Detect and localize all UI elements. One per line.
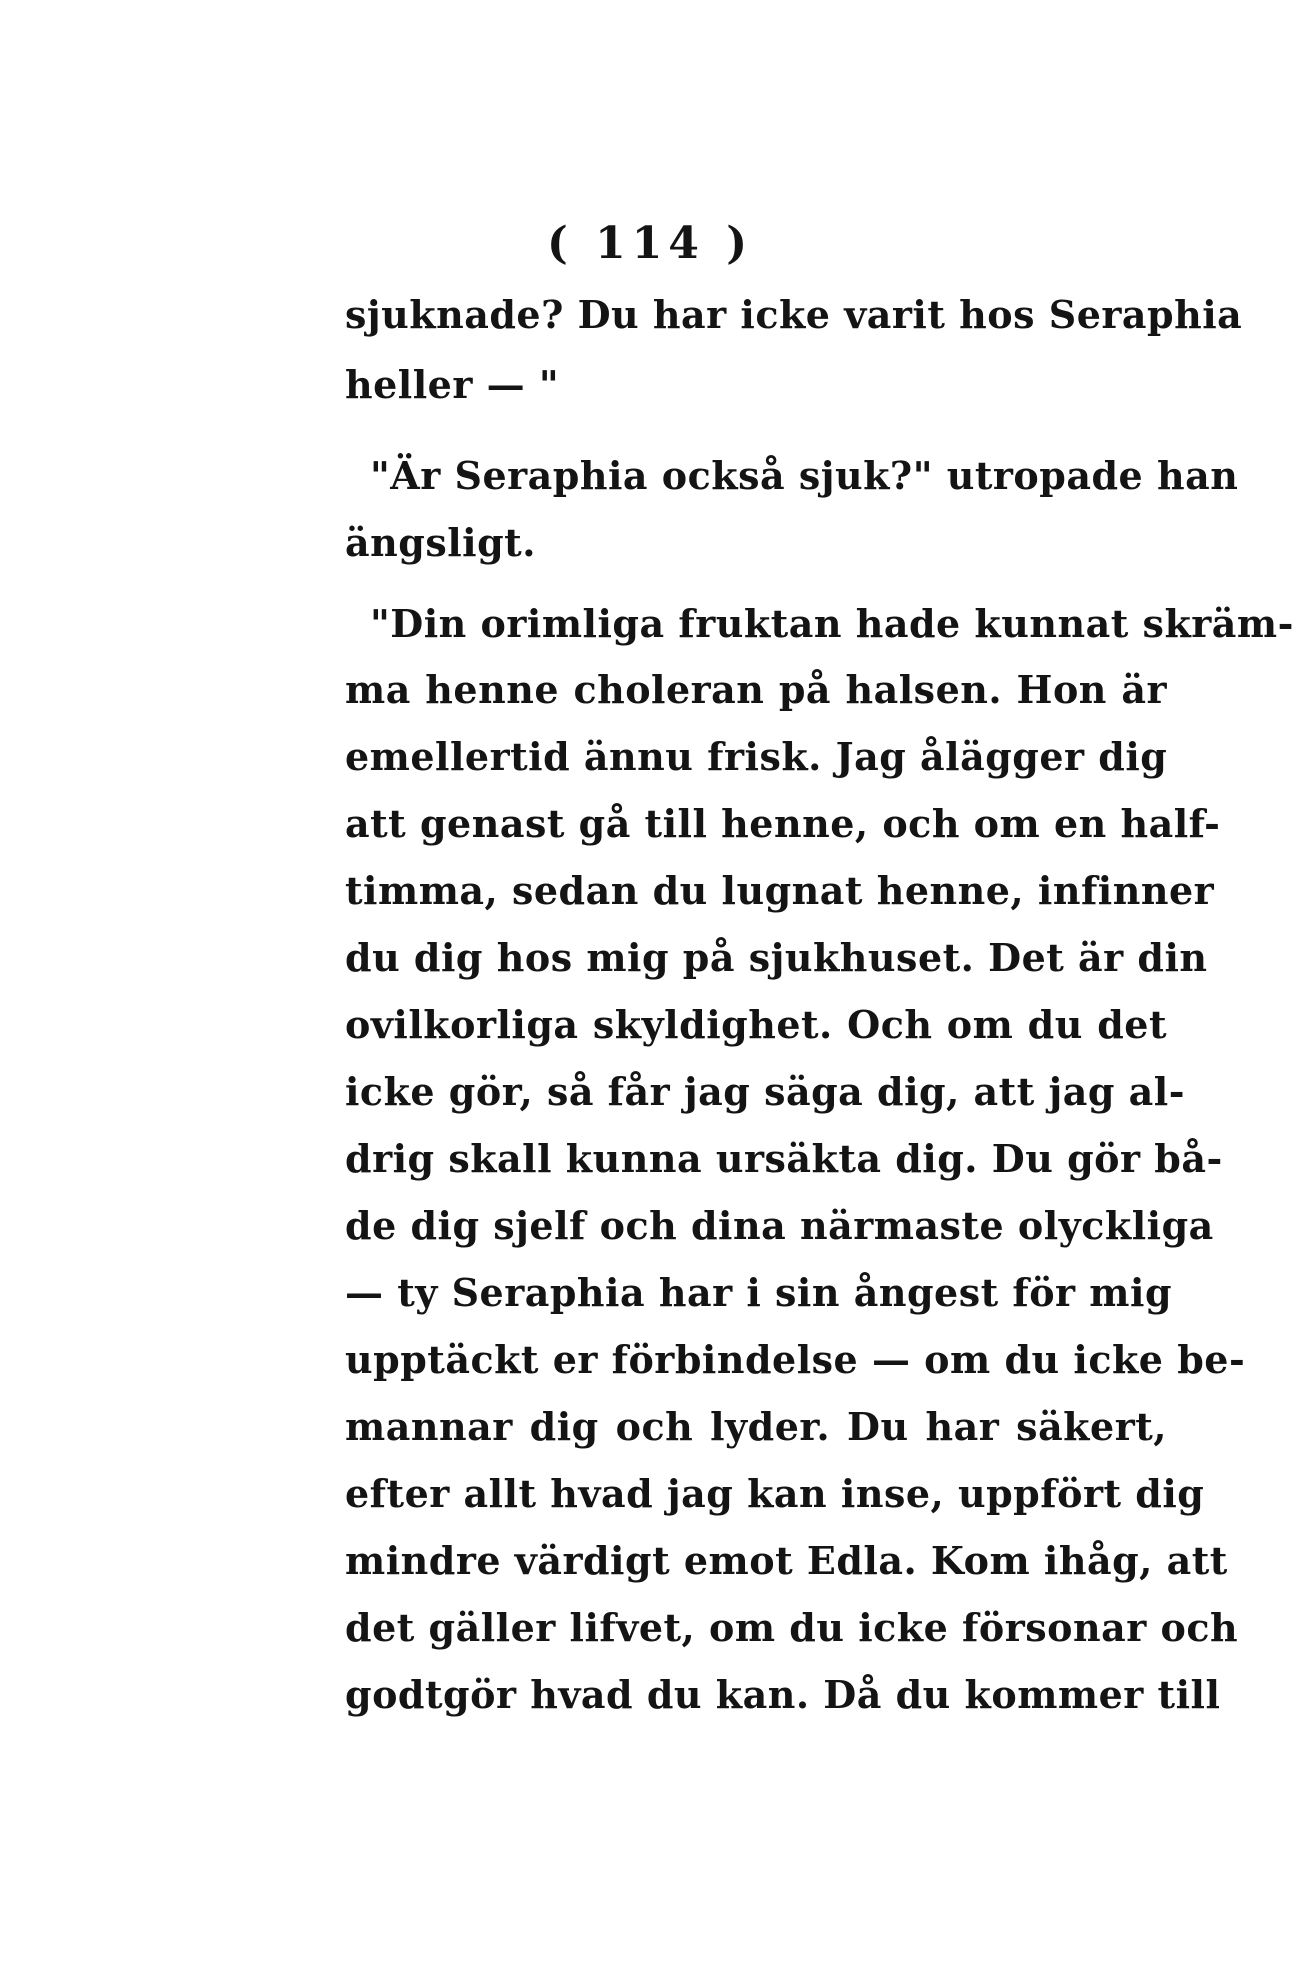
text-line: mindre värdigt emot Edla. Kom ihåg, att <box>345 1538 1228 1583</box>
text-line: "Är Seraphia också sjuk?" utropade han <box>370 453 1239 498</box>
text-line: ängsligt. <box>345 520 536 565</box>
text-line: sjuknade? Du har icke varit hos Seraphia <box>345 292 1243 337</box>
text-line: "Din orimliga fruktan hade kunnat skräm- <box>370 601 1294 646</box>
text-line: du dig hos mig på sjukhuset. Det är din <box>345 935 1208 980</box>
text-line: emellertid ännu frisk. Jag ålägger dig <box>345 734 1168 779</box>
text-line: heller — " <box>345 362 560 407</box>
text-line: det gäller lifvet, om du icke försonar och <box>345 1605 1239 1650</box>
text-line: de dig sjelf och dina närmaste olyckliga <box>345 1203 1214 1248</box>
text-line: drig skall kunna ursäkta dig. Du gör bå- <box>345 1136 1223 1181</box>
text-line: mannar dig och lyder. Du har säkert, <box>345 1404 1167 1449</box>
text-line: ovilkorliga skyldighet. Och om du det <box>345 1002 1167 1047</box>
text-line: — ty Seraphia har i sin ångest för mig <box>345 1270 1173 1315</box>
text-line: godtgör hvad du kan. Då du kommer till <box>345 1672 1221 1717</box>
text-line: ma henne choleran på halsen. Hon är <box>345 667 1167 712</box>
page-number: ( 114 ) <box>546 218 754 269</box>
text-line: upptäckt er förbindelse — om du icke be- <box>345 1337 1246 1382</box>
text-line: icke gör, så får jag säga dig, att jag al- <box>345 1069 1186 1114</box>
text-line: efter allt hvad jag kan inse, uppfört dig <box>345 1471 1205 1516</box>
text-line: timma, sedan du lugnat henne, infinner <box>345 868 1215 913</box>
text-line: att genast gå till henne, och om en half- <box>345 801 1221 846</box>
